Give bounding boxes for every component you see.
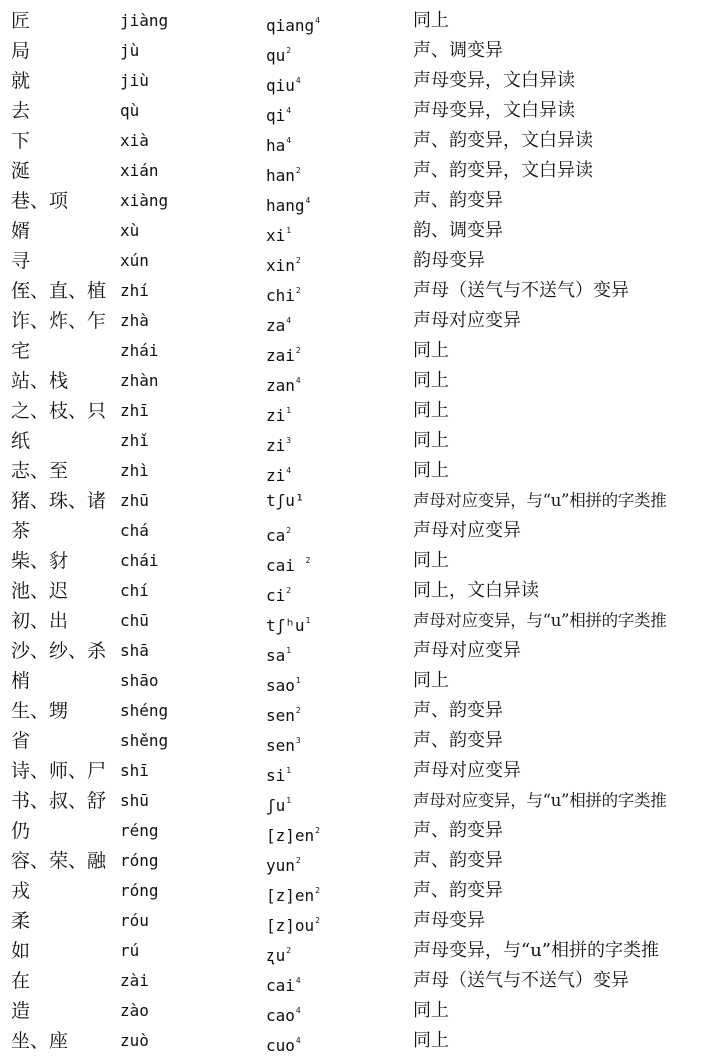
dialect-pronunciation-cell xyxy=(266,938,291,969)
table-row xyxy=(0,276,719,306)
tone-number: 2 xyxy=(305,556,311,565)
character-cell: 诈、炸、乍 xyxy=(11,310,107,332)
character-cell: 如 xyxy=(11,940,31,962)
variation-note-cell: 同上 xyxy=(413,670,449,691)
dialect-syllable: sao xyxy=(266,676,295,695)
dialect-pronunciation-cell xyxy=(266,848,301,879)
tone-number: 1 xyxy=(286,646,292,655)
tone-number: 1 xyxy=(305,616,311,625)
variation-note-cell: 声母（送气与不送气）变异 xyxy=(413,280,629,301)
pinyin-cell: shěng xyxy=(120,731,169,750)
character-cell: 侄、直、植 xyxy=(11,280,107,302)
table-row xyxy=(0,336,719,366)
dialect-syllable: hang xyxy=(266,196,305,215)
tone-number: 2 xyxy=(315,916,320,925)
pinyin-cell: shā xyxy=(120,641,149,660)
dialect-syllable: zi xyxy=(266,406,286,425)
pinyin-cell: xià xyxy=(120,131,149,150)
pinyin-cell: réng xyxy=(120,821,159,840)
tone-number: 2 xyxy=(315,826,320,835)
table-row xyxy=(0,66,719,96)
dialect-syllable: ha xyxy=(266,136,286,155)
pinyin-cell: jù xyxy=(120,41,140,60)
dialect-pronunciation-cell xyxy=(266,488,305,514)
table-row xyxy=(0,726,719,756)
tone-number: 2 xyxy=(295,256,301,265)
character-cell: 下 xyxy=(11,130,31,152)
character-cell: 巷、项 xyxy=(11,190,69,212)
table-row xyxy=(0,846,719,876)
character-cell: 去 xyxy=(11,100,31,122)
dialect-syllable: sen xyxy=(266,736,295,755)
character-cell: 在 xyxy=(11,970,31,992)
character-cell: 志、至 xyxy=(11,460,69,482)
pinyin-cell: rú xyxy=(120,941,140,960)
dialect-syllable: qu xyxy=(266,46,286,65)
variation-note-cell: 声母对应变异 xyxy=(413,520,521,541)
dialect-pronunciation-cell xyxy=(266,1028,301,1059)
variation-note-cell: 同上 xyxy=(413,340,449,361)
variation-note-cell: 声、韵变异，文白异读 xyxy=(413,160,593,181)
dialect-syllable: si xyxy=(266,766,286,785)
dialect-syllable: qiu xyxy=(266,76,295,95)
dialect-syllable: chi xyxy=(266,286,295,305)
variation-note-cell: 同上 xyxy=(413,550,449,571)
dialect-syllable: cuo xyxy=(266,1036,295,1055)
table-row xyxy=(0,756,719,786)
tone-number: 2 xyxy=(295,166,301,175)
dialect-pronunciation-cell xyxy=(266,998,301,1029)
dialect-syllable: ci xyxy=(266,586,286,605)
table-row xyxy=(0,306,719,336)
dialect-syllable: qi xyxy=(266,106,286,125)
dialect-syllable: ca xyxy=(266,526,286,545)
tone-number: 2 xyxy=(286,946,292,955)
table-row xyxy=(0,876,719,906)
dialect-syllable: [z]en xyxy=(266,886,315,905)
dialect-pronunciation-cell xyxy=(266,818,320,849)
tone-number: 2 xyxy=(295,706,301,715)
pinyin-cell: jiàng xyxy=(120,11,169,30)
tone-number: 3 xyxy=(286,436,292,445)
dialect-pronunciation-cell xyxy=(266,908,320,939)
dialect-syllable: cai xyxy=(266,556,305,575)
table-row xyxy=(0,906,719,936)
tone-number: 2 xyxy=(295,346,301,355)
character-cell: 容、荣、融 xyxy=(11,850,107,872)
dialect-pronunciation-cell xyxy=(266,968,301,999)
table-row xyxy=(0,1026,719,1056)
variation-note-cell: 声母变异，与“u”相拼的字类推 xyxy=(413,940,659,961)
dialect-syllable: cao xyxy=(266,1006,295,1025)
pinyin-cell: róu xyxy=(120,911,149,930)
pinyin-cell: shī xyxy=(120,761,149,780)
tone-number: 4 xyxy=(315,16,320,25)
variation-note-cell: 声、韵变异 xyxy=(413,190,503,211)
character-cell: 梢 xyxy=(11,670,31,692)
pinyin-cell: zhī xyxy=(120,401,149,420)
dialect-pronunciation-cell xyxy=(266,668,301,699)
dialect-pronunciation-cell xyxy=(266,398,291,429)
pinyin-cell: zào xyxy=(120,1001,149,1020)
character-cell: 涎 xyxy=(11,160,31,182)
pinyin-cell: jiù xyxy=(120,71,149,90)
dialect-pronunciation-cell xyxy=(266,758,291,789)
table-row xyxy=(0,576,719,606)
table-row xyxy=(0,786,719,816)
dialect-syllable: ʃu xyxy=(266,796,286,815)
variation-note-cell: 声母对应变异 xyxy=(413,640,521,661)
dialect-pronunciation-cell xyxy=(266,218,291,249)
dialect-syllable: zi xyxy=(266,466,286,485)
pinyin-cell: zuò xyxy=(120,1031,149,1050)
pinyin-cell: zhàn xyxy=(120,371,159,390)
pinyin-cell: zhí xyxy=(120,281,149,300)
dialect-syllable: tʃʰu xyxy=(266,616,305,635)
pinyin-cell: zhái xyxy=(120,341,159,360)
variation-note-cell: 声母变异 xyxy=(413,910,485,931)
variation-note-cell: 声母对应变异 xyxy=(413,310,521,331)
variation-note-cell: 声、韵变异 xyxy=(413,880,503,901)
pinyin-cell: chí xyxy=(120,581,149,600)
character-cell: 寻 xyxy=(11,250,31,272)
dialect-pronunciation-cell xyxy=(266,8,320,39)
dialect-syllable: [z]ou xyxy=(266,916,315,935)
character-cell: 就 xyxy=(11,70,31,92)
character-cell: 戎 xyxy=(11,880,31,902)
table-row xyxy=(0,246,719,276)
pinyin-cell: xián xyxy=(120,161,159,180)
pinyin-cell: zhà xyxy=(120,311,149,330)
variation-note-cell: 同上 xyxy=(413,460,449,481)
variation-note-cell: 声母对应变异，与“u”相拼的字类推 xyxy=(413,791,667,810)
variation-note-cell: 声、韵变异 xyxy=(413,850,503,871)
table-row xyxy=(0,126,719,156)
dialect-syllable: ʐu xyxy=(266,946,286,965)
tone-number: 4 xyxy=(295,1006,301,1015)
dialect-pronunciation-cell xyxy=(266,188,310,219)
pinyin-cell: xù xyxy=(120,221,140,240)
variation-note-cell: 同上 xyxy=(413,400,449,421)
dialect-syllable: cai xyxy=(266,976,295,995)
pinyin-cell: zài xyxy=(120,971,149,990)
dialect-pronunciation-cell xyxy=(266,68,301,99)
dialect-syllable: tʃu¹ xyxy=(266,491,305,510)
tone-number: 4 xyxy=(286,106,292,115)
variation-note-cell: 声、韵变异 xyxy=(413,730,503,751)
variation-note-cell: 声、韵变异 xyxy=(413,820,503,841)
character-cell: 婿 xyxy=(11,220,31,242)
variation-note-cell: 声、韵变异 xyxy=(413,700,503,721)
dialect-syllable: zan xyxy=(266,376,295,395)
character-cell: 局 xyxy=(11,40,31,62)
table-row xyxy=(0,186,719,216)
table-row xyxy=(0,606,719,636)
dialect-pronunciation-cell xyxy=(266,578,291,609)
tone-number: 1 xyxy=(286,406,292,415)
table-row xyxy=(0,666,719,696)
variation-note-cell: 声母变异，文白异读 xyxy=(413,70,575,91)
character-cell: 柴、豺 xyxy=(11,550,69,572)
pinyin-cell: shū xyxy=(120,791,149,810)
table-row xyxy=(0,36,719,66)
pinyin-cell: chái xyxy=(120,551,159,570)
variation-note-cell: 同上 xyxy=(413,430,449,451)
table-row xyxy=(0,636,719,666)
character-cell: 匠 xyxy=(11,10,31,32)
character-cell: 初、出 xyxy=(11,610,69,632)
character-cell: 猪、珠、诸 xyxy=(11,490,107,512)
tone-number: 2 xyxy=(286,46,292,55)
dialect-pronunciation-cell xyxy=(266,128,291,159)
dialect-syllable: xi xyxy=(266,226,286,245)
dialect-syllable: za xyxy=(266,316,286,335)
table-row xyxy=(0,936,719,966)
pinyin-cell: xún xyxy=(120,251,149,270)
dialect-pronunciation-cell xyxy=(266,38,291,69)
dialect-syllable: han xyxy=(266,166,295,185)
dialect-syllable: zai xyxy=(266,346,295,365)
character-cell: 沙、纱、杀 xyxy=(11,640,107,662)
table-row xyxy=(0,156,719,186)
tone-number: 1 xyxy=(286,796,292,805)
tone-number: 4 xyxy=(295,376,301,385)
character-cell: 书、叔、舒 xyxy=(11,790,107,812)
variation-note-cell: 同上 xyxy=(413,370,449,391)
dialect-pronunciation-cell xyxy=(266,338,301,369)
dialect-pronunciation-cell xyxy=(266,788,291,819)
pronunciation-table xyxy=(0,6,719,1056)
table-row xyxy=(0,816,719,846)
variation-note-cell: 声母对应变异，与“u”相拼的字类推 xyxy=(413,491,667,510)
tone-number: 2 xyxy=(295,856,301,865)
character-cell: 造 xyxy=(11,1000,31,1022)
tone-number: 4 xyxy=(305,196,311,205)
pinyin-cell: róng xyxy=(120,851,159,870)
character-cell: 仍 xyxy=(11,820,31,842)
table-row xyxy=(0,396,719,426)
dialect-syllable: yun xyxy=(266,856,295,875)
character-cell: 之、枝、只 xyxy=(11,400,107,422)
character-cell: 池、迟 xyxy=(11,580,69,602)
character-cell: 柔 xyxy=(11,910,31,932)
character-cell: 宅 xyxy=(11,340,31,362)
dialect-pronunciation-cell xyxy=(266,248,301,279)
dialect-pronunciation-cell xyxy=(266,728,301,759)
table-row xyxy=(0,96,719,126)
pinyin-cell: xiàng xyxy=(120,191,169,210)
dialect-pronunciation-cell xyxy=(266,308,291,339)
dialect-pronunciation-cell xyxy=(266,608,310,639)
tone-number: 4 xyxy=(295,976,301,985)
dialect-pronunciation-cell xyxy=(266,278,301,309)
dialect-syllable: sen xyxy=(266,706,295,725)
tone-number: 2 xyxy=(295,286,301,295)
variation-note-cell: 声母变异，文白异读 xyxy=(413,100,575,121)
tone-number: 4 xyxy=(286,136,292,145)
dialect-pronunciation-cell xyxy=(266,548,310,579)
table-row xyxy=(0,546,719,576)
table-row xyxy=(0,486,719,516)
character-cell: 坐、座 xyxy=(11,1030,69,1052)
pinyin-cell: qù xyxy=(120,101,140,120)
dialect-pronunciation-cell xyxy=(266,458,291,489)
tone-number: 1 xyxy=(295,676,301,685)
character-cell: 省 xyxy=(11,730,31,752)
tone-number: 4 xyxy=(295,76,301,85)
variation-note-cell: 声、调变异 xyxy=(413,40,503,61)
table-row xyxy=(0,426,719,456)
variation-note-cell: 声母对应变异，与“u”相拼的字类推 xyxy=(413,611,667,630)
dialect-syllable: xin xyxy=(266,256,295,275)
variation-note-cell: 韵母变异 xyxy=(413,250,485,271)
pinyin-cell: zhū xyxy=(120,491,149,510)
character-cell: 诗、师、尸 xyxy=(11,760,107,782)
dialect-pronunciation-cell xyxy=(266,428,291,459)
dialect-pronunciation-cell xyxy=(266,698,301,729)
tone-number: 2 xyxy=(286,526,292,535)
variation-note-cell: 同上 xyxy=(413,1000,449,1021)
dialect-pronunciation-cell xyxy=(266,368,301,399)
dialect-syllable: qiang xyxy=(266,16,315,35)
pinyin-cell: róng xyxy=(120,881,159,900)
tone-number: 4 xyxy=(295,1036,301,1045)
pinyin-cell: shéng xyxy=(120,701,169,720)
pinyin-cell: chá xyxy=(120,521,149,540)
dialect-pronunciation-cell xyxy=(266,98,291,129)
character-cell: 生、甥 xyxy=(11,700,69,722)
variation-note-cell: 同上 xyxy=(413,1030,449,1051)
character-cell: 纸 xyxy=(11,430,31,452)
table-row xyxy=(0,996,719,1026)
dialect-syllable: [z]en xyxy=(266,826,315,845)
dialect-pronunciation-cell xyxy=(266,878,320,909)
tone-number: 4 xyxy=(286,466,292,475)
pinyin-cell: shāo xyxy=(120,671,159,690)
table-row xyxy=(0,366,719,396)
tone-number: 1 xyxy=(286,226,292,235)
variation-note-cell: 声母对应变异 xyxy=(413,760,521,781)
character-cell: 茶 xyxy=(11,520,31,542)
variation-note-cell: 同上 xyxy=(413,10,449,31)
dialect-syllable: zi xyxy=(266,436,286,455)
table-row xyxy=(0,516,719,546)
dialect-pronunciation-cell xyxy=(266,638,291,669)
variation-note-cell: 声、韵变异，文白异读 xyxy=(413,130,593,151)
pinyin-cell: zhì xyxy=(120,461,149,480)
pinyin-cell: zhǐ xyxy=(120,431,149,450)
character-cell: 站、栈 xyxy=(11,370,69,392)
tone-number: 3 xyxy=(295,736,301,745)
table-row xyxy=(0,696,719,726)
tone-number: 4 xyxy=(286,316,292,325)
variation-note-cell: 声母（送气与不送气）变异 xyxy=(413,970,629,991)
variation-note-cell: 韵、调变异 xyxy=(413,220,503,241)
dialect-pronunciation-cell xyxy=(266,518,291,549)
pinyin-cell: chū xyxy=(120,611,149,630)
dialect-pronunciation-cell xyxy=(266,158,301,189)
variation-note-cell: 同上，文白异读 xyxy=(413,580,539,601)
dialect-syllable: sa xyxy=(266,646,286,665)
tone-number: 2 xyxy=(286,586,292,595)
tone-number: 2 xyxy=(315,886,320,895)
table-row xyxy=(0,966,719,996)
table-row xyxy=(0,456,719,486)
tone-number: 1 xyxy=(286,766,292,775)
table-row xyxy=(0,6,719,36)
table-row xyxy=(0,216,719,246)
